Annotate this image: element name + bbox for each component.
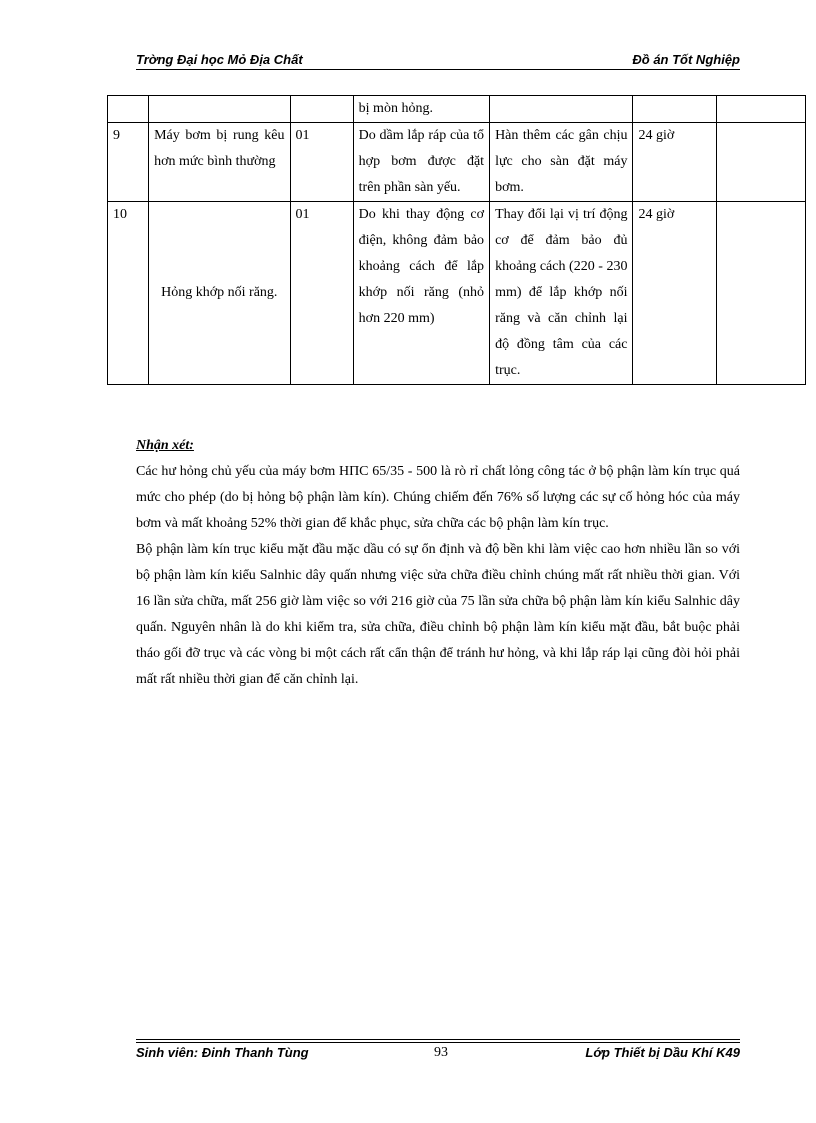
page-header [136, 52, 740, 70]
repair-time: 24 giờ [633, 202, 716, 385]
remarks-section [136, 433, 740, 693]
failure-description: Hỏng khớp nối răng. [149, 202, 290, 385]
failure-cause: Do dầm lắp ráp của tổ hợp bơm được đặt trên phần sàn yếu. [353, 123, 489, 202]
repair-action: Hàn thêm các gân chịu lực cho sàn đặt máy bơm. [490, 123, 633, 202]
table-cell [716, 123, 805, 202]
page-number: 93 [434, 1045, 448, 1060]
table-row [108, 96, 806, 123]
document-type: Đồ án Tốt Nghiệp [632, 52, 740, 67]
table-row [108, 123, 806, 202]
footer-rule [136, 1039, 740, 1040]
page-footer [136, 1045, 740, 1065]
remarks-paragraph: Bộ phận làm kín trục kiểu mặt đầu mặc dầu có sự ổn định và độ bền khi làm việc cao hơn nhiều lần so với bộ phận làm kín kiểu Salnhic dây quấn nhưng việc sửa chữa điều chỉnh chúng mất rất nhiều thời gian. Với 16 lần sửa chữa, mất 256 giờ làm việc so với 216 giờ của 75 lần sửa chữa bộ phận làm kín kiểu Salnhic dây quấn. Nguyên nhân là do khi kiểm tra, sửa chữa, điều chỉnh bộ phận làm kín kiểu mặt đầu, bắt buộc phải tháo gối đỡ trục và các vòng bi một cách rất cẩn thận để tránh hư hỏng, và khi lắp ráp lại cũng đòi hỏi phải mất rất nhiều thời gian để căn chỉnh lại. [136, 542, 740, 687]
failure-cause: Do khi thay động cơ điện, không đảm bảo khoảng cách để lắp khớp nối răng (nhỏ hơn 220 mm) [353, 202, 489, 385]
table-cell [290, 96, 353, 123]
repair-action: Thay đổi lại vị trí động cơ để đảm bảo đủ khoảng cách (220 - 230 mm) để lắp khớp nối răng và căn chỉnh lại độ đồng tâm của các trục. [490, 202, 633, 385]
row-number: 9 [108, 123, 149, 202]
remarks-paragraph: Các hư hỏng chủ yếu của máy bơm НПС 65/35 - 500 là rò rỉ chất lỏng công tác ở bộ phận làm kín trục quá mức cho phép (do bị hỏng bộ phận làm kín). Chúng chiếm đến 76% số lượng các sự cố hỏng hóc của máy bơm và mất khoảng 52% thời gian để khắc phục, sửa chữa các bộ phận làm kín trục. [136, 464, 740, 531]
occurrence-count: 01 [290, 123, 353, 202]
table-cell [633, 96, 716, 123]
footer-rule [136, 1042, 740, 1043]
student-name: Sinh viên: Đinh Thanh Tùng [136, 1045, 309, 1060]
header-rule [136, 69, 740, 70]
repair-table [107, 95, 806, 385]
table-cell [149, 96, 290, 123]
table-cell [716, 96, 805, 123]
table-row [108, 202, 806, 385]
remarks-title: Nhận xét: [136, 438, 194, 453]
university-name: Trờng Đại học Mỏ Địa Chất [136, 52, 303, 67]
table-cell: bị mòn hỏng. [353, 96, 489, 123]
failure-description: Máy bơm bị rung kêu hơn mức bình thường [149, 123, 290, 202]
table-cell [108, 96, 149, 123]
class-name: Lớp Thiết bị Dầu Khí K49 [585, 1045, 740, 1060]
table-cell [490, 96, 633, 123]
row-number: 10 [108, 202, 149, 385]
occurrence-count: 01 [290, 202, 353, 385]
repair-time: 24 giờ [633, 123, 716, 202]
table-cell [716, 202, 805, 385]
